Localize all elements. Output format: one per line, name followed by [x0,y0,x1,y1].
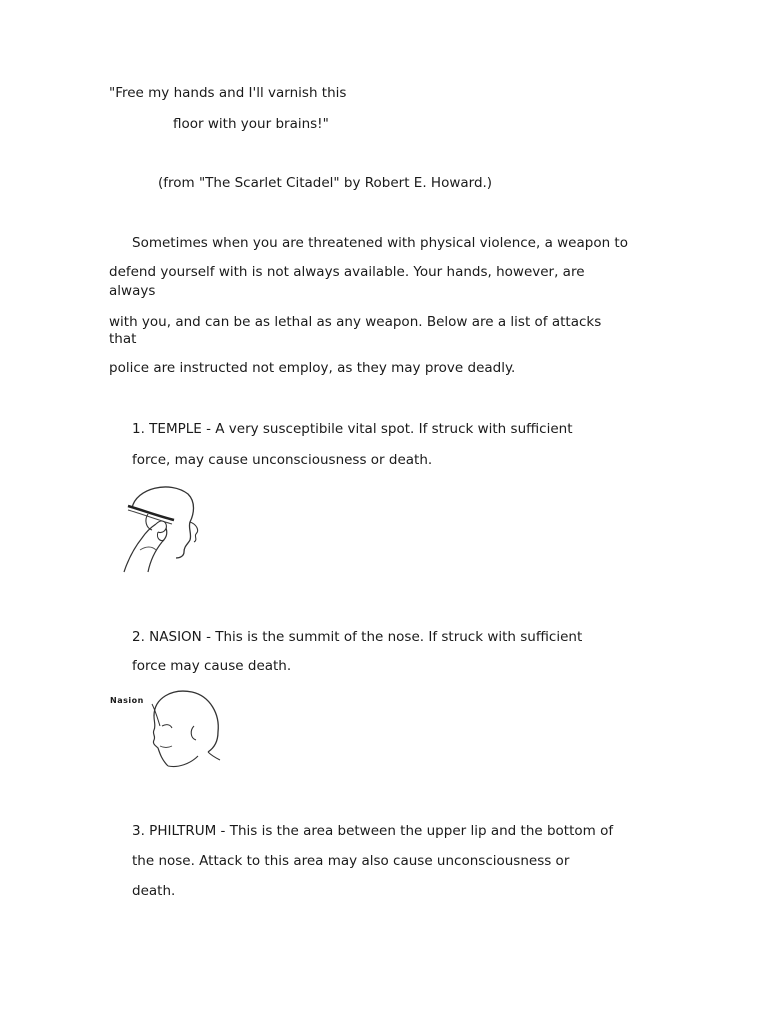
item-3-line-1: 3. PHILTRUM - This is the area between the upper lip and the bottom of [132,823,614,839]
nasion-figure-label: Nasion [110,696,144,705]
item-1-line-1: 1. TEMPLE - A very susceptibile vital spot. If struck with sufficient [132,421,573,437]
intro-line-3: always [109,283,156,299]
quote-source: (from "The Scarlet Citadel" by Robert E. Howard.) [158,175,493,191]
item-2-line-2: force may cause death. [132,658,292,674]
intro-line-1: Sometimes when you are threatened with physical violence, a weapon to [132,235,628,251]
intro-line-6: police are instructed not employ, as they may prove deadly. [109,360,516,376]
quote-line-1: "Free my hands and I'll varnish this [109,85,347,101]
nasion-illustration [108,686,228,776]
item-2-line-1: 2. NASION - This is the summit of the nose. If struck with sufficient [132,629,583,645]
item-3-line-3: death. [132,883,176,899]
item-3-line-2: the nose. Attack to this area may also cause unconsciousness or [132,853,570,869]
temple-illustration [118,480,208,575]
intro-line-2: defend yourself with is not always available. Your hands, however, are [109,264,585,280]
item-1-line-2: force, may cause unconsciousness or death. [132,452,433,468]
intro-line-4: with you, and can be as lethal as any weapon. Below are a list of attacks [109,314,602,330]
intro-line-5: that [109,331,137,347]
quote-line-2: floor with your brains!" [173,116,329,132]
